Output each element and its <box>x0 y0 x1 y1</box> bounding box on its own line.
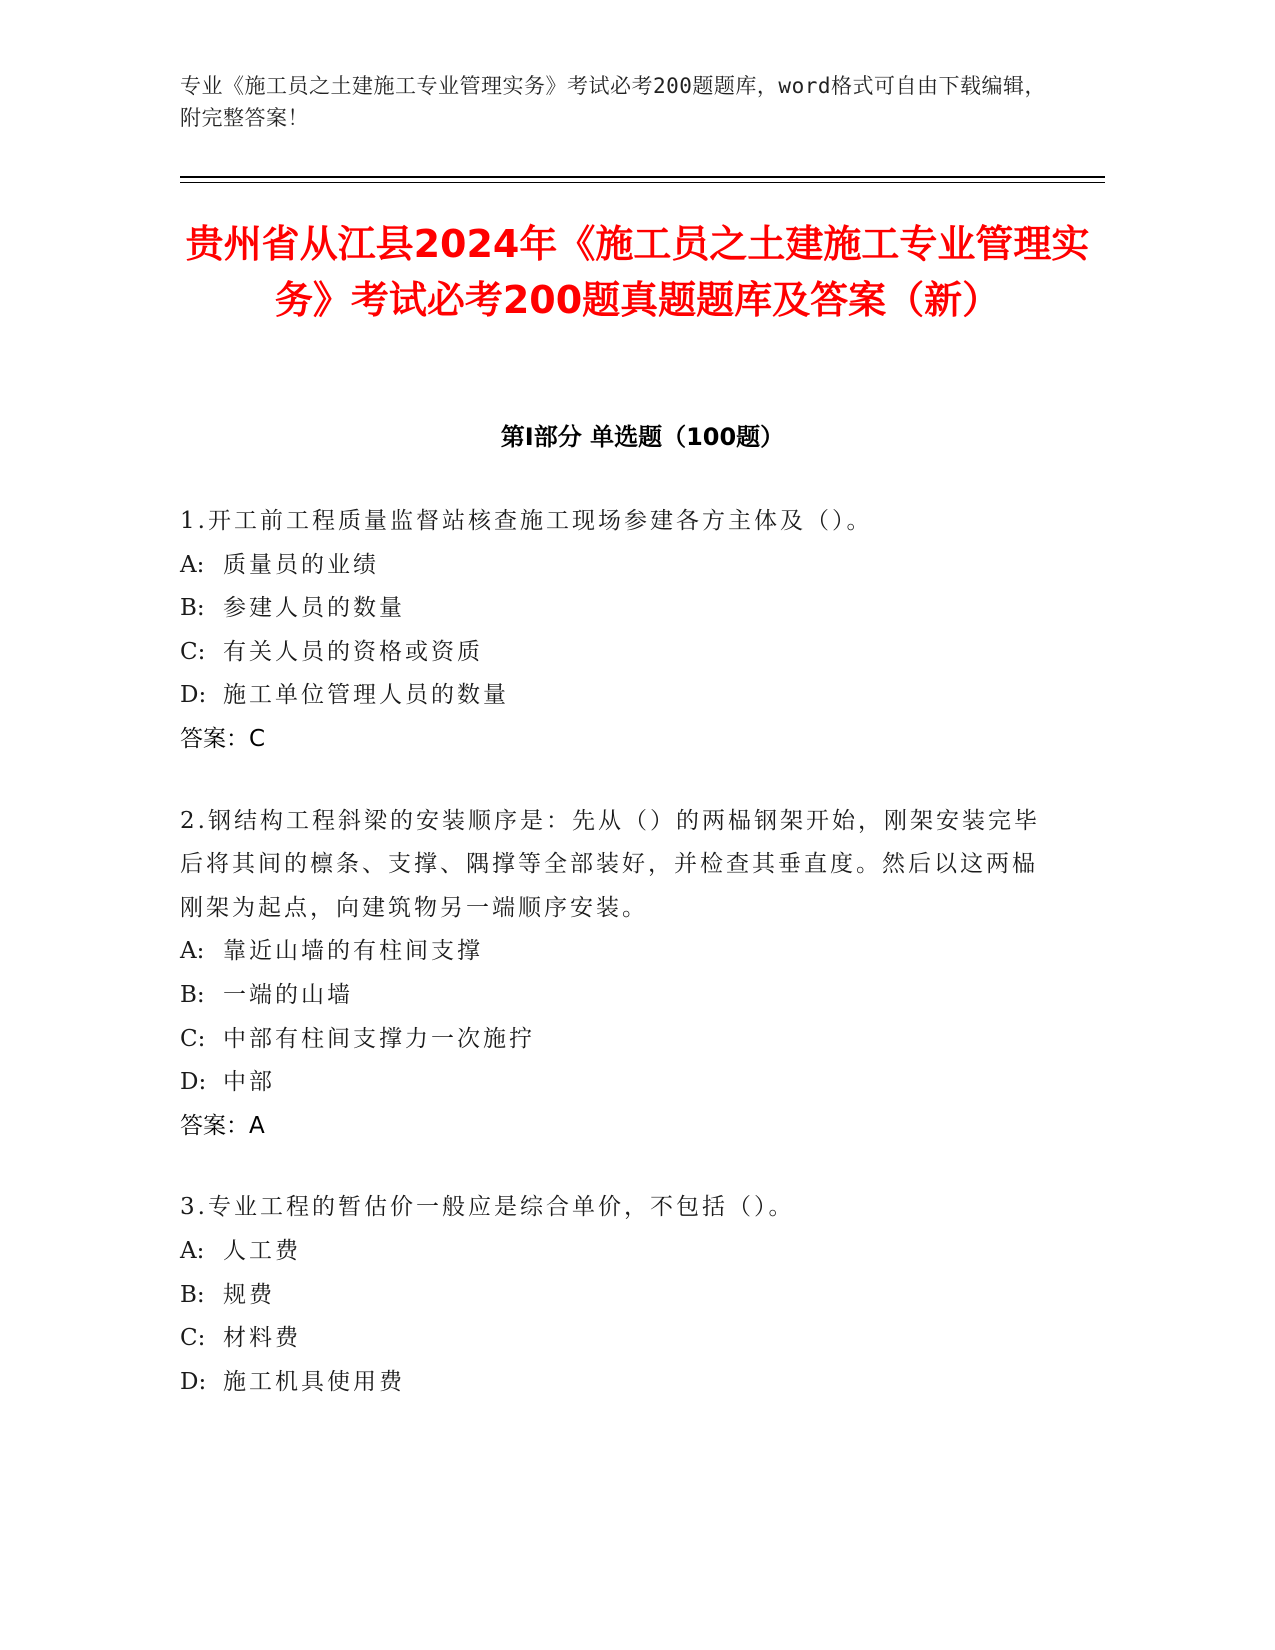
option-text: 人工费 <box>223 1237 301 1264</box>
question-stem: 3.专业工程的暂估价一般应是综合单价，不包括（）。 <box>180 1194 795 1221</box>
option-key: C: <box>180 1325 206 1352</box>
answer-option <box>180 930 1060 974</box>
option-key: A: <box>180 551 205 578</box>
answer-line: 答案：A <box>180 1112 265 1139</box>
option-key: D: <box>180 1368 207 1395</box>
document-title: 贵州省从江县2024年《施工员之土建施工专业管理实务》考试必考200题真题题库及答案（新） <box>185 222 1090 322</box>
answer-option <box>180 587 1060 631</box>
option-key: B: <box>180 1281 205 1308</box>
option-key: B: <box>180 981 205 1008</box>
option-text: 有关人员的资格或资质 <box>223 638 483 665</box>
option-key: A: <box>180 938 205 965</box>
option-text: 一端的山墙 <box>223 981 353 1008</box>
option-key: C: <box>180 1025 206 1052</box>
option-text: 施工机具使用费 <box>223 1368 405 1395</box>
header-rule-thin <box>180 182 1105 183</box>
option-text: 规费 <box>223 1281 275 1308</box>
answer-option <box>180 1018 1060 1062</box>
answer-line: 答案：C <box>180 725 266 752</box>
option-key: D: <box>180 682 207 709</box>
answer-option <box>180 674 1060 718</box>
answer-option <box>180 1230 1060 1274</box>
question-stem: 1.开工前工程质量监督站核查施工现场参建各方主体及（）。 <box>180 508 873 534</box>
header-rule-thick <box>180 176 1105 178</box>
option-text: 施工单位管理人员的数量 <box>223 682 509 709</box>
option-text: 中部有柱间支撑力一次施拧 <box>223 1025 535 1052</box>
answer-option <box>180 1361 1060 1405</box>
question-item <box>180 800 1060 1149</box>
option-key: B: <box>180 595 205 622</box>
section-heading: 第Ⅰ部分 单选题（100题） <box>500 423 785 451</box>
option-text: 靠近山墙的有柱间支撑 <box>223 938 483 965</box>
question-item <box>180 500 1060 762</box>
answer-option <box>180 631 1060 675</box>
answer-option <box>180 544 1060 588</box>
question-item <box>180 1186 1060 1404</box>
header-note: 专业《施工员之土建施工专业管理实务》考试必考200题题库，word格式可自由下载编辑，附完整答案！ <box>180 74 1046 130</box>
option-text: 质量员的业绩 <box>223 551 379 578</box>
option-key: A: <box>180 1237 205 1264</box>
question-stem: 2.钢结构工程斜梁的安装顺序是：先从（）的两榀钢架开始，刚架安装完毕后将其间的檩条、支撑、隅撑等全部装好，并检查其垂直度。然后以这两榀刚架为起点，向建筑物另一端顺序安装。 <box>180 807 1040 921</box>
option-key: C: <box>180 638 206 665</box>
option-text: 中部 <box>223 1069 275 1096</box>
option-key: D: <box>180 1069 207 1096</box>
option-text: 参建人员的数量 <box>223 595 405 622</box>
answer-option <box>180 1061 1060 1105</box>
answer-option <box>180 1317 1060 1361</box>
answer-option <box>180 974 1060 1018</box>
option-text: 材料费 <box>223 1325 301 1352</box>
question-list <box>180 500 1060 1442</box>
answer-option <box>180 1274 1060 1318</box>
